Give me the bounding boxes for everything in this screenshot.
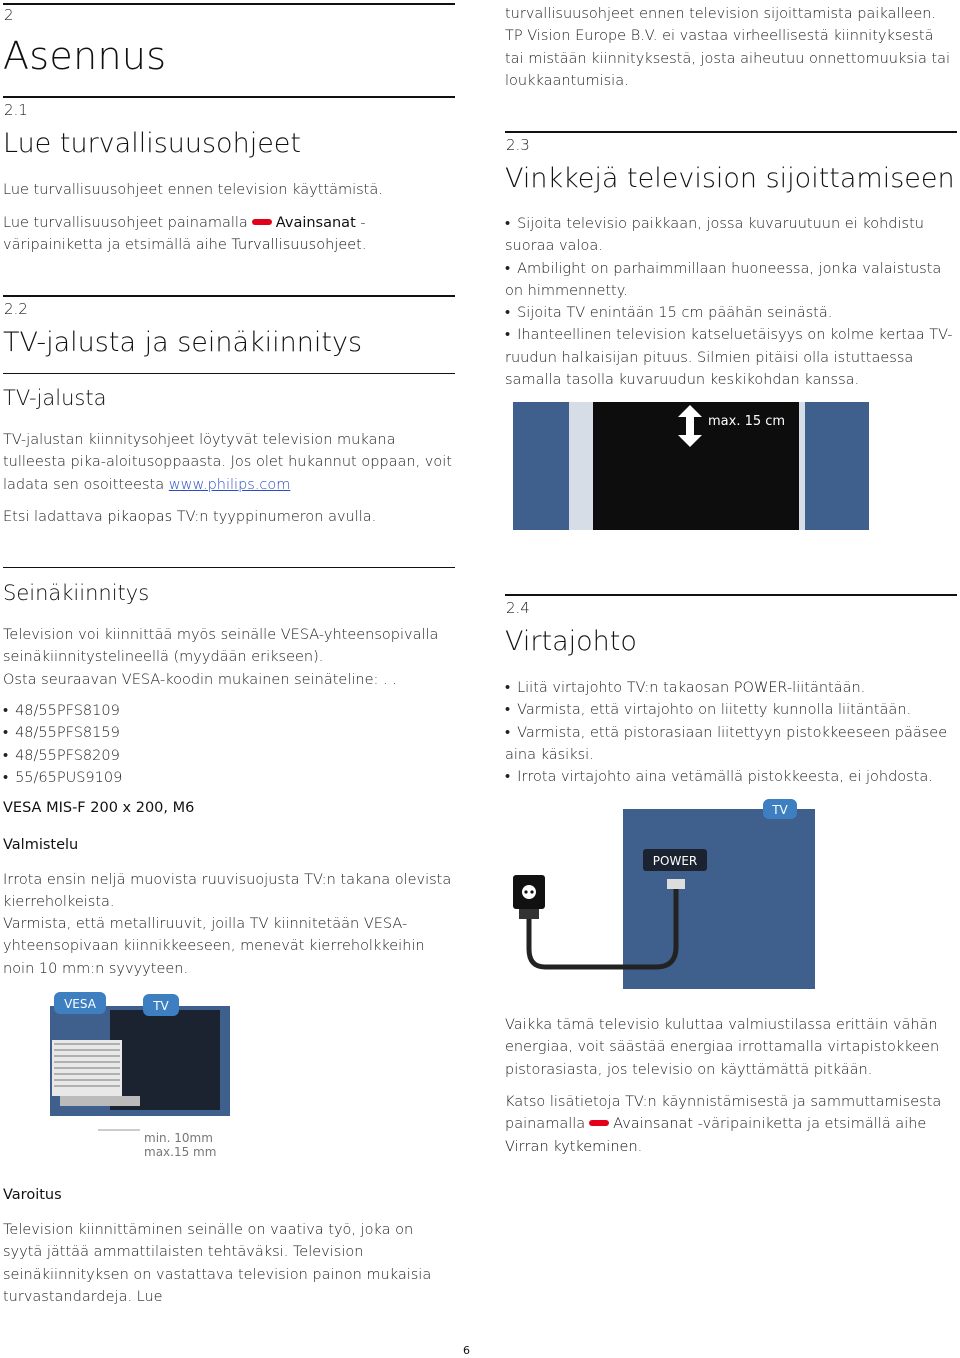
warning-paragraph: Television kiinnittäminen seinälle on vaativa työ, joka on syytä jättää ammattilaisten tehtäväksi. Television seinäkiinnityksen on vastattava television painon mukaisia turvastandardeja. Lue <box>3 1222 432 1305</box>
philips-link[interactable]: www.philips.com <box>168 476 291 493</box>
power-item: • Varmista, että virtajohto on liitetty kunnolla liitäntään. <box>505 699 955 721</box>
keyword-turvallisuusohjeet: Turvallisuusohjeet <box>231 237 362 254</box>
wall-paragraph-2: Osta seuraavan VESA-koodin mukainen seinäteline: . . <box>3 672 397 688</box>
section-title-2-2: TV-jalusta ja seinäkiinnitys <box>3 327 363 358</box>
prep-paragraph-1: Irrota ensin neljä muovista ruuvisuojusta TV:n takana olevista kierreholkeista. <box>3 872 452 911</box>
tv-badge-label: TV <box>772 803 788 817</box>
subsection-title-jalusta: TV-jalusta <box>3 386 107 410</box>
plug-face <box>522 885 536 899</box>
red-key-icon <box>589 1120 609 1126</box>
vesa-screw-illustration <box>40 990 240 1160</box>
subsection-rule-jalusta <box>3 373 455 374</box>
section-number-2-2: 2.2 <box>4 300 28 318</box>
section-title-2-4: Virtajohto <box>505 626 637 657</box>
power-list <box>505 677 955 788</box>
valmistelu-title: Valmistelu <box>3 837 79 853</box>
vesa-badge-label: VESA <box>64 997 96 1011</box>
power-port-label: POWER <box>652 854 698 868</box>
section-number-2-4: 2.4 <box>506 599 530 617</box>
s21-paragraph-2: Lue turvallisuusohjeet painamalla Avainsanat -väripainiketta ja etsimällä aihe Turvallisuusohjeet. <box>3 215 367 254</box>
chapter-rule <box>3 3 455 5</box>
subsection-rule-seinakiinnitys <box>3 567 455 568</box>
tip-item: • Sijoita TV enintään 15 cm päähän seinästä. <box>505 302 955 324</box>
varoitus-title: Varoitus <box>3 1187 62 1203</box>
model-item: • 55/65PUS9109 <box>3 767 303 789</box>
screw-head-shape <box>60 1096 140 1106</box>
section-rule-2-2 <box>3 295 455 297</box>
max-depth-label: max.15 mm <box>144 1145 217 1159</box>
tip-item: • Ambilight on parhaimmillaan huoneessa, jonka valaistusta on himmennetty. <box>505 258 955 303</box>
power-cord-illustration <box>505 797 825 997</box>
chapter-title: Asennus <box>3 34 167 78</box>
section-rule-2-3 <box>505 131 957 133</box>
wall-distance-illustration <box>505 395 875 535</box>
power-item: • Varmista, että pistorasiaan liitettyyn pistokkeeseen pääsee aina käsiksi. <box>505 722 955 767</box>
section-number-2-3: 2.3 <box>506 136 530 154</box>
tip-item: • Sijoita televisio paikkaan, jossa kuvaruutuun ei kohdistu suoraa valoa. <box>505 213 955 258</box>
power-item: • Liitä virtajohto TV:n takaosan POWER-liitäntään. <box>505 677 955 699</box>
power-item: • Irrota virtajohto aina vetämällä pistokkeesta, ei johdosta. <box>505 766 955 788</box>
continued-paragraph: turvallisuusohjeet ennen television sijoittamista paikalleen. TP Vision Europe B.V. ei vastaa virheellisestä kiinnityksestä tai mistään kiinnityksestä, josta aiheutuu onnettomuuksia tai loukkaantumisia. <box>505 6 951 89</box>
power-socket-shape <box>667 879 685 889</box>
section-rule-2-1 <box>3 96 455 98</box>
vesa-code: VESA MIS-F 200 x 200, M6 <box>3 800 195 816</box>
model-list <box>3 700 303 789</box>
model-item: • 48/55PFS8209 <box>3 745 303 767</box>
chapter-number: 2 <box>4 6 14 24</box>
page-number: 6 <box>463 1344 470 1357</box>
s21-paragraph-1: Lue turvallisuusohjeet ennen television käyttämistä. <box>3 182 383 198</box>
section-title-2-3: Vinkkejä television sijoittamiseen <box>505 163 955 194</box>
red-key-icon <box>252 219 272 225</box>
tips-list <box>505 213 955 391</box>
section-number-2-1: 2.1 <box>4 101 28 119</box>
power-paragraph-1: Vaikka tämä televisio kuluttaa valmiustilassa erittäin vähän energiaa, voit säästää energiaa irrottamalla virtapistokkeen pistorasiasta, jos televisio on käyttämättä pitkään. <box>505 1017 940 1078</box>
distance-label: max. 15 cm <box>708 414 786 429</box>
prep-paragraph-2: Varmista, että metalliruuvit, joilla TV kiinnitetään VESA-yhteensopivaan kiinnikkeeseen, menevät kierreholkkeihin noin 10 mm:n syvyyteen. <box>3 916 425 977</box>
min-depth-label: min. 10mm <box>144 1131 213 1145</box>
power-paragraph-2: Katso lisätietoja TV:n käynnistämisestä ja sammuttamisesta painamalla Avainsanat -väripainiketta ja etsimällä aihe Virran kytkeminen. <box>505 1094 942 1155</box>
tv-badge-label: TV <box>153 999 169 1013</box>
jalusta-paragraph-2: Etsi ladattava pikaopas TV:n tyyppinumeron avulla. <box>3 509 377 525</box>
section-title-2-1: Lue turvallisuusohjeet <box>3 128 302 159</box>
model-item: • 48/55PFS8109 <box>3 700 303 722</box>
subsection-title-seinakiinnitys: Seinäkiinnitys <box>3 581 150 605</box>
mount-plate-shape <box>110 1010 220 1110</box>
wall-paragraph-1: Television voi kiinnittää myös seinälle VESA-yhteensopivalla seinäkiinnitystelineellä (myydään erikseen). <box>3 627 439 666</box>
tip-item: • Ihanteellinen television katseluetäisyys on kolme kertaa TV-ruudun halkaisijan pituus. Silmien pitäisi olla istuttaessa samalla tasolla kuvaruudun keskikohdan kanssa. <box>505 324 955 391</box>
tv-back-shape <box>623 809 815 989</box>
section-rule-2-4 <box>505 594 957 596</box>
jalusta-paragraph-1: TV-jalustan kiinnitysohjeet löytyvät television mukana tulleesta pika-aloitusoppaasta. Jos olet hukannut oppaan, voit ladata sen osoitteesta www.philips.com <box>3 432 452 493</box>
model-item: • 48/55PFS8159 <box>3 722 303 744</box>
